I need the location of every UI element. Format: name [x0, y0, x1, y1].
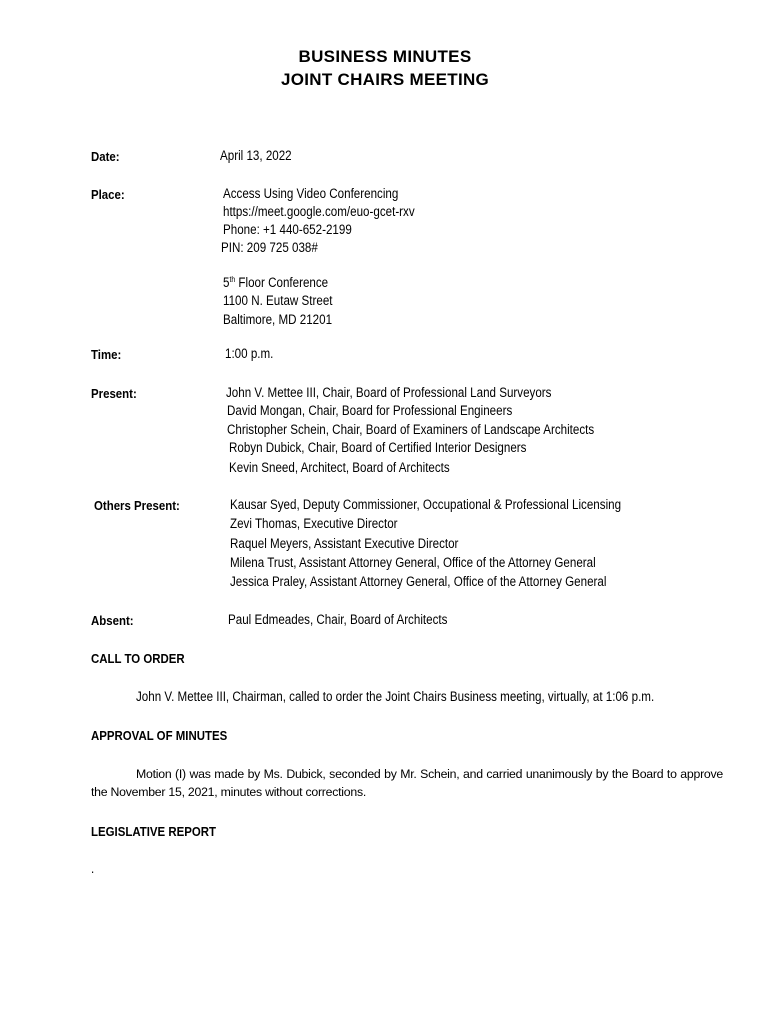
place-meeting-link: https://meet.google.com/euo-gcet-rxv [223, 204, 415, 219]
time-label: Time: [91, 347, 122, 362]
legislative-report-heading: LEGISLATIVE REPORT [91, 824, 217, 839]
floor-number: 5 [223, 275, 230, 290]
place-label: Place: [91, 187, 125, 202]
place-street: 1100 N. Eutaw Street [223, 293, 333, 308]
approval-of-minutes-paragraph [91, 765, 723, 801]
present-name: Christopher Schein, Chair, Board of Examiners of Landscape Architects [227, 422, 595, 437]
present-name: Robyn Dubick, Chair, Board of Certified Interior Designers [229, 440, 527, 455]
time-value: 1:00 p.m. [225, 346, 274, 361]
others-present-name: Zevi Thomas, Executive Director [230, 516, 398, 531]
document-title-line1: BUSINESS MINUTES [298, 47, 472, 66]
place-phone: Phone: +1 440-652-2199 [223, 222, 352, 237]
present-name: David Mongan, Chair, Board for Professional Engineers [227, 403, 513, 418]
present-name: Kevin Sneed, Architect, Board of Architects [229, 460, 450, 475]
floor-suffix: th [229, 275, 236, 284]
date-label: Date: [91, 149, 120, 164]
approval-of-minutes-text: Motion (I) was made by Ms. Dubick, seconded by Mr. Schein, and carried unanimously by the Board to approve the November 15, 2021, minutes without corrections. [91, 767, 723, 799]
others-present-name: Raquel Meyers, Assistant Executive Director [230, 536, 459, 551]
place-city: Baltimore, MD 21201 [223, 312, 333, 327]
others-present-name: Kausar Syed, Deputy Commissioner, Occupational & Professional Licensing [230, 497, 622, 512]
floor-rest: Floor Conference [235, 275, 329, 290]
present-name: John V. Mettee III, Chair, Board of Professional Land Surveyors [226, 385, 552, 400]
present-label: Present: [91, 386, 137, 401]
place-line: Access Using Video Conferencing [223, 186, 399, 201]
others-present-name: Milena Trust, Assistant Attorney General, Office of the Attorney General [230, 555, 596, 570]
others-present-name: Jessica Praley, Assistant Attorney General, Office of the Attorney General [230, 574, 607, 589]
date-value: April 13, 2022 [220, 148, 292, 163]
absent-label: Absent: [91, 613, 134, 628]
place-floor [223, 275, 328, 290]
legislative-report-text: . [91, 861, 95, 876]
approval-of-minutes-heading: APPROVAL OF MINUTES [91, 728, 228, 743]
document-title-line2: JOINT CHAIRS MEETING [280, 70, 490, 89]
call-to-order-heading: CALL TO ORDER [91, 651, 185, 666]
others-present-label: Others Present: [94, 498, 180, 513]
place-pin: PIN: 209 725 038# [221, 240, 318, 255]
absent-value: Paul Edmeades, Chair, Board of Architects [228, 612, 448, 627]
call-to-order-text: John V. Mettee III, Chairman, called to order the Joint Chairs Business meeting, virtually, at 1:06 p.m. [136, 689, 655, 704]
